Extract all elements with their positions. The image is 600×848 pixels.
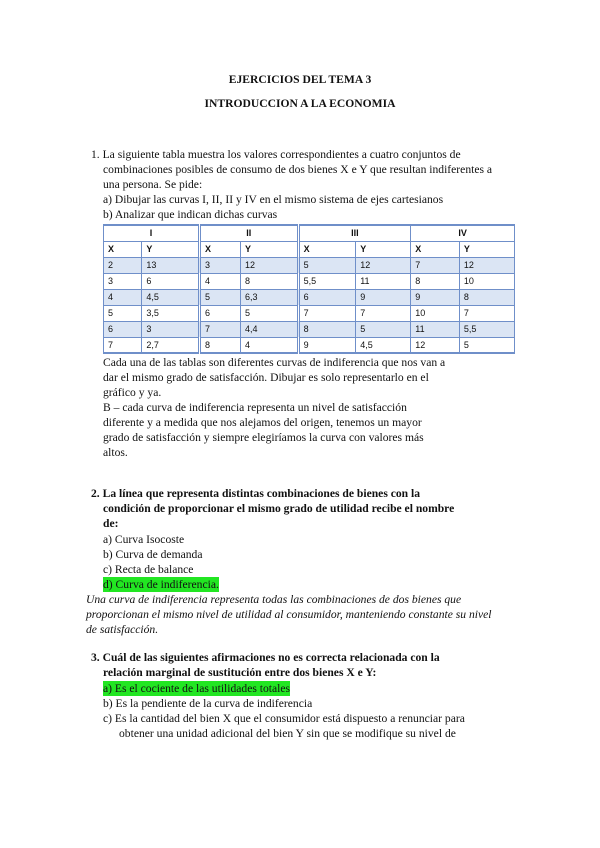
- table-row: [104, 321, 515, 337]
- table-cell: 5: [459, 337, 514, 353]
- q1-answer-line-6: grado de satisfacción y siempre elegiríamos la curva con valores más: [103, 431, 424, 444]
- column-header: Y: [356, 241, 411, 257]
- table-cell: 3: [200, 257, 241, 273]
- table-cell: 8: [411, 273, 460, 289]
- table-cell: 5: [200, 289, 241, 305]
- table-cell: 8: [459, 289, 514, 305]
- q1-line-3: una persona. Se pide:: [103, 178, 203, 191]
- table-cell: 5,5: [298, 273, 356, 289]
- q1-answer-line-7: altos.: [103, 446, 128, 459]
- table-cell: 3: [142, 321, 200, 337]
- table-cell: 12: [459, 257, 514, 273]
- table-cell: 4: [104, 289, 142, 305]
- group-header-ii: II: [200, 225, 299, 241]
- column-header: Y: [240, 241, 298, 257]
- table-cell: 12: [240, 257, 298, 273]
- table-cell: 8: [298, 321, 356, 337]
- table-cell: 6: [104, 321, 142, 337]
- table-cell: 2: [104, 257, 142, 273]
- table-cell: 8: [240, 273, 298, 289]
- table-cell: 4: [200, 273, 241, 289]
- column-header: X: [411, 241, 460, 257]
- q1-line-2: combinaciones posibles de consumo de dos bienes X e Y que resultan indiferentes a: [103, 163, 493, 176]
- table-cell: 7: [104, 337, 142, 353]
- table-row: [104, 305, 515, 321]
- table-cell: 7: [298, 305, 356, 321]
- q3-option-a-highlighted: a) Es el cociente de las utilidades totales: [103, 682, 291, 695]
- table-column-header-row: [104, 241, 515, 257]
- q2-option-b: b) Curva de demanda: [103, 548, 203, 561]
- table-cell: 7: [411, 257, 460, 273]
- q1-answer-line-1: Cada una de las tablas son diferentes curvas de indiferencia que nos van a: [103, 356, 446, 369]
- table-cell: 4: [240, 337, 298, 353]
- table-cell: 6,3: [240, 289, 298, 305]
- q2-explanation-line-3: de satisfacción.: [86, 623, 159, 636]
- table-cell: 6: [142, 273, 200, 289]
- table-cell: 6: [200, 305, 241, 321]
- table-cell: 8: [200, 337, 241, 353]
- group-header-i: I: [104, 225, 200, 241]
- table-cell: 13: [142, 257, 200, 273]
- q2-question-line-3: de:: [103, 517, 119, 530]
- q2-option-d-highlighted: d) Curva de indiferencia.: [103, 578, 219, 591]
- q3-option-c-continued: obtener una unidad adicional del bien Y sin que se modifique su nivel de: [119, 727, 456, 740]
- table-cell: 9: [356, 289, 411, 305]
- q3-option-c: c) Es la cantidad del bien X que el consumidor está dispuesto a renunciar para: [103, 712, 465, 725]
- table-row: [104, 337, 515, 353]
- column-header: X: [298, 241, 356, 257]
- table-row: [104, 289, 515, 305]
- q3-option-b: b) Es la pendiente de la curva de indiferencia: [103, 697, 313, 710]
- table-cell: 4,5: [142, 289, 200, 305]
- q3-question-line-2: relación marginal de sustitución entre dos bienes X e Y:: [103, 666, 377, 679]
- table-cell: 4,4: [240, 321, 298, 337]
- column-header: X: [104, 241, 142, 257]
- table-row: [104, 257, 515, 273]
- table-cell: 7: [356, 305, 411, 321]
- table-cell: 12: [356, 257, 411, 273]
- q2-question-line-1: 2. La línea que representa distintas combinaciones de bienes con la: [91, 487, 421, 500]
- q2-explanation-line-2: proporcionan el mismo nivel de utilidad al consumidor, manteniendo constante su nivel: [86, 608, 492, 621]
- group-header-iv: IV: [411, 225, 515, 241]
- table-cell: 9: [298, 337, 356, 353]
- table-row: [104, 273, 515, 289]
- table-cell: 10: [411, 305, 460, 321]
- table-cell: 4,5: [356, 337, 411, 353]
- table-cell: 10: [459, 273, 514, 289]
- q1-answer-line-3: gráfico y ya.: [103, 386, 162, 399]
- table-cell: 9: [411, 289, 460, 305]
- table-cell: 5: [104, 305, 142, 321]
- q3-question-line-1: 3. Cuál de las siguientes afirmaciones no es correcta relacionada con la: [91, 651, 440, 664]
- table-cell: 5,5: [459, 321, 514, 337]
- table-cell: 7: [200, 321, 241, 337]
- column-header: Y: [142, 241, 200, 257]
- q1-item-b: b) Analizar que indican dichas curvas: [103, 208, 278, 221]
- table-cell: 5: [298, 257, 356, 273]
- table-cell: 3,5: [142, 305, 200, 321]
- q1-answer-line-4: B – cada curva de indiferencia representa un nivel de satisfacción: [103, 401, 407, 414]
- q2-option-a: a) Curva Isocoste: [103, 533, 185, 546]
- table-cell: 11: [356, 273, 411, 289]
- q2-explanation-line-1: Una curva de indiferencia representa todas las combinaciones de dos bienes que: [86, 593, 462, 606]
- q1-item-a: a) Dibujar las curvas I, II, II y IV en el mismo sistema de ejes cartesianos: [103, 193, 444, 206]
- table-cell: 3: [104, 273, 142, 289]
- q2-option-c: c) Recta de balance: [103, 563, 194, 576]
- column-header: Y: [459, 241, 514, 257]
- q1-line-1: 1. La siguiente tabla muestra los valores correspondientes a cuatro conjuntos de: [91, 148, 461, 161]
- document-subtitle: INTRODUCCION A LA ECONOMIA: [204, 97, 396, 110]
- column-header: X: [200, 241, 241, 257]
- group-header-iii: III: [298, 225, 411, 241]
- q2-question-line-2: condición de proporcionar el mismo grado de utilidad recibe el nombre: [103, 502, 455, 515]
- table-cell: 5: [240, 305, 298, 321]
- q1-answer-line-5: diferente y a medida que nos alejamos del origen, tenemos un mayor: [103, 416, 422, 429]
- table-cell: 6: [298, 289, 356, 305]
- table-cell: 7: [459, 305, 514, 321]
- q1-answer-line-2: dar el mismo grado de satisfacción. Dibujar es solo representarlo en el: [103, 371, 429, 384]
- indifference-sets-table: [103, 224, 515, 354]
- document-title: EJERCICIOS DEL TEMA 3: [228, 73, 372, 86]
- table-cell: 11: [411, 321, 460, 337]
- table-cell: 12: [411, 337, 460, 353]
- table-group-header-row: [104, 225, 515, 241]
- table-cell: 2,7: [142, 337, 200, 353]
- table-cell: 5: [356, 321, 411, 337]
